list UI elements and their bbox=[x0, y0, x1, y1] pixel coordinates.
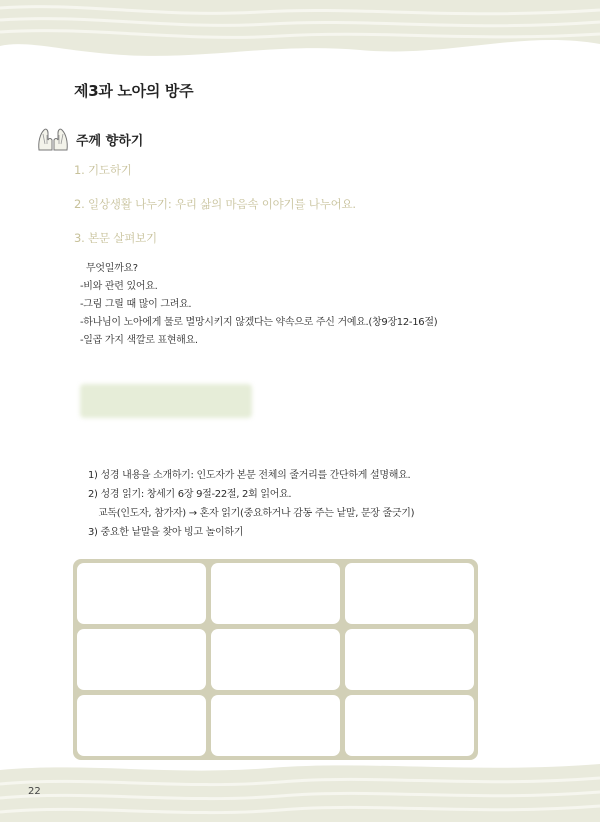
lesson-title: 제3과 노아의 방주 bbox=[74, 82, 194, 100]
bingo-cell[interactable] bbox=[77, 563, 206, 624]
section-header bbox=[36, 126, 143, 152]
page-number: 22 bbox=[28, 786, 41, 797]
activity-steps bbox=[88, 466, 414, 542]
bingo-cell[interactable] bbox=[211, 629, 340, 690]
riddle-hint: -비와 관련 있어요. bbox=[80, 281, 158, 292]
step-share-daily-life: 2. 일상생활 나누기: 우리 삶의 마음속 이야기를 나누어요. bbox=[74, 197, 356, 211]
bottom-wave-decoration bbox=[0, 752, 600, 822]
answer-cover-box bbox=[80, 384, 252, 418]
bingo-cell[interactable] bbox=[345, 695, 474, 756]
bingo-grid bbox=[73, 559, 478, 760]
activity-step: 1) 성경 내용을 소개하기: 인도자가 본문 전체의 줄거리를 간단하게 설명해요. bbox=[88, 470, 411, 481]
step-examine-text: 3. 본문 살펴보기 bbox=[74, 231, 157, 245]
top-wave-decoration bbox=[0, 0, 600, 62]
praying-hands-icon bbox=[36, 126, 70, 152]
riddle-hint: -하나님이 노아에게 물로 멸망시키지 않겠다는 약속으로 주신 거예요.(창9장12-16절) bbox=[80, 317, 438, 328]
section-title: 주께 향하기 bbox=[76, 133, 144, 149]
bingo-cell[interactable] bbox=[345, 563, 474, 624]
bingo-cell[interactable] bbox=[211, 563, 340, 624]
bingo-cell[interactable] bbox=[211, 695, 340, 756]
activity-step-detail: 교독(인도자, 참가자) → 혼자 읽기(중요하거나 감동 주는 낱말, 문장 줄긋기) bbox=[98, 508, 415, 519]
bingo-cell[interactable] bbox=[77, 629, 206, 690]
step-pray: 1. 기도하기 bbox=[74, 163, 132, 177]
riddle-question: 무엇일까요? bbox=[86, 263, 138, 274]
activity-step: 3) 중요한 낱말을 찾아 빙고 놀이하기 bbox=[88, 527, 244, 538]
bingo-cell[interactable] bbox=[345, 629, 474, 690]
riddle-block bbox=[80, 260, 437, 350]
activity-step: 2) 성경 읽기: 창세기 6장 9절-22절, 2회 읽어요. bbox=[88, 489, 292, 500]
bingo-cell[interactable] bbox=[77, 695, 206, 756]
riddle-hint: -일곱 가지 색깔로 표현해요. bbox=[80, 335, 198, 346]
riddle-hint: -그림 그릴 때 많이 그려요. bbox=[80, 299, 192, 310]
